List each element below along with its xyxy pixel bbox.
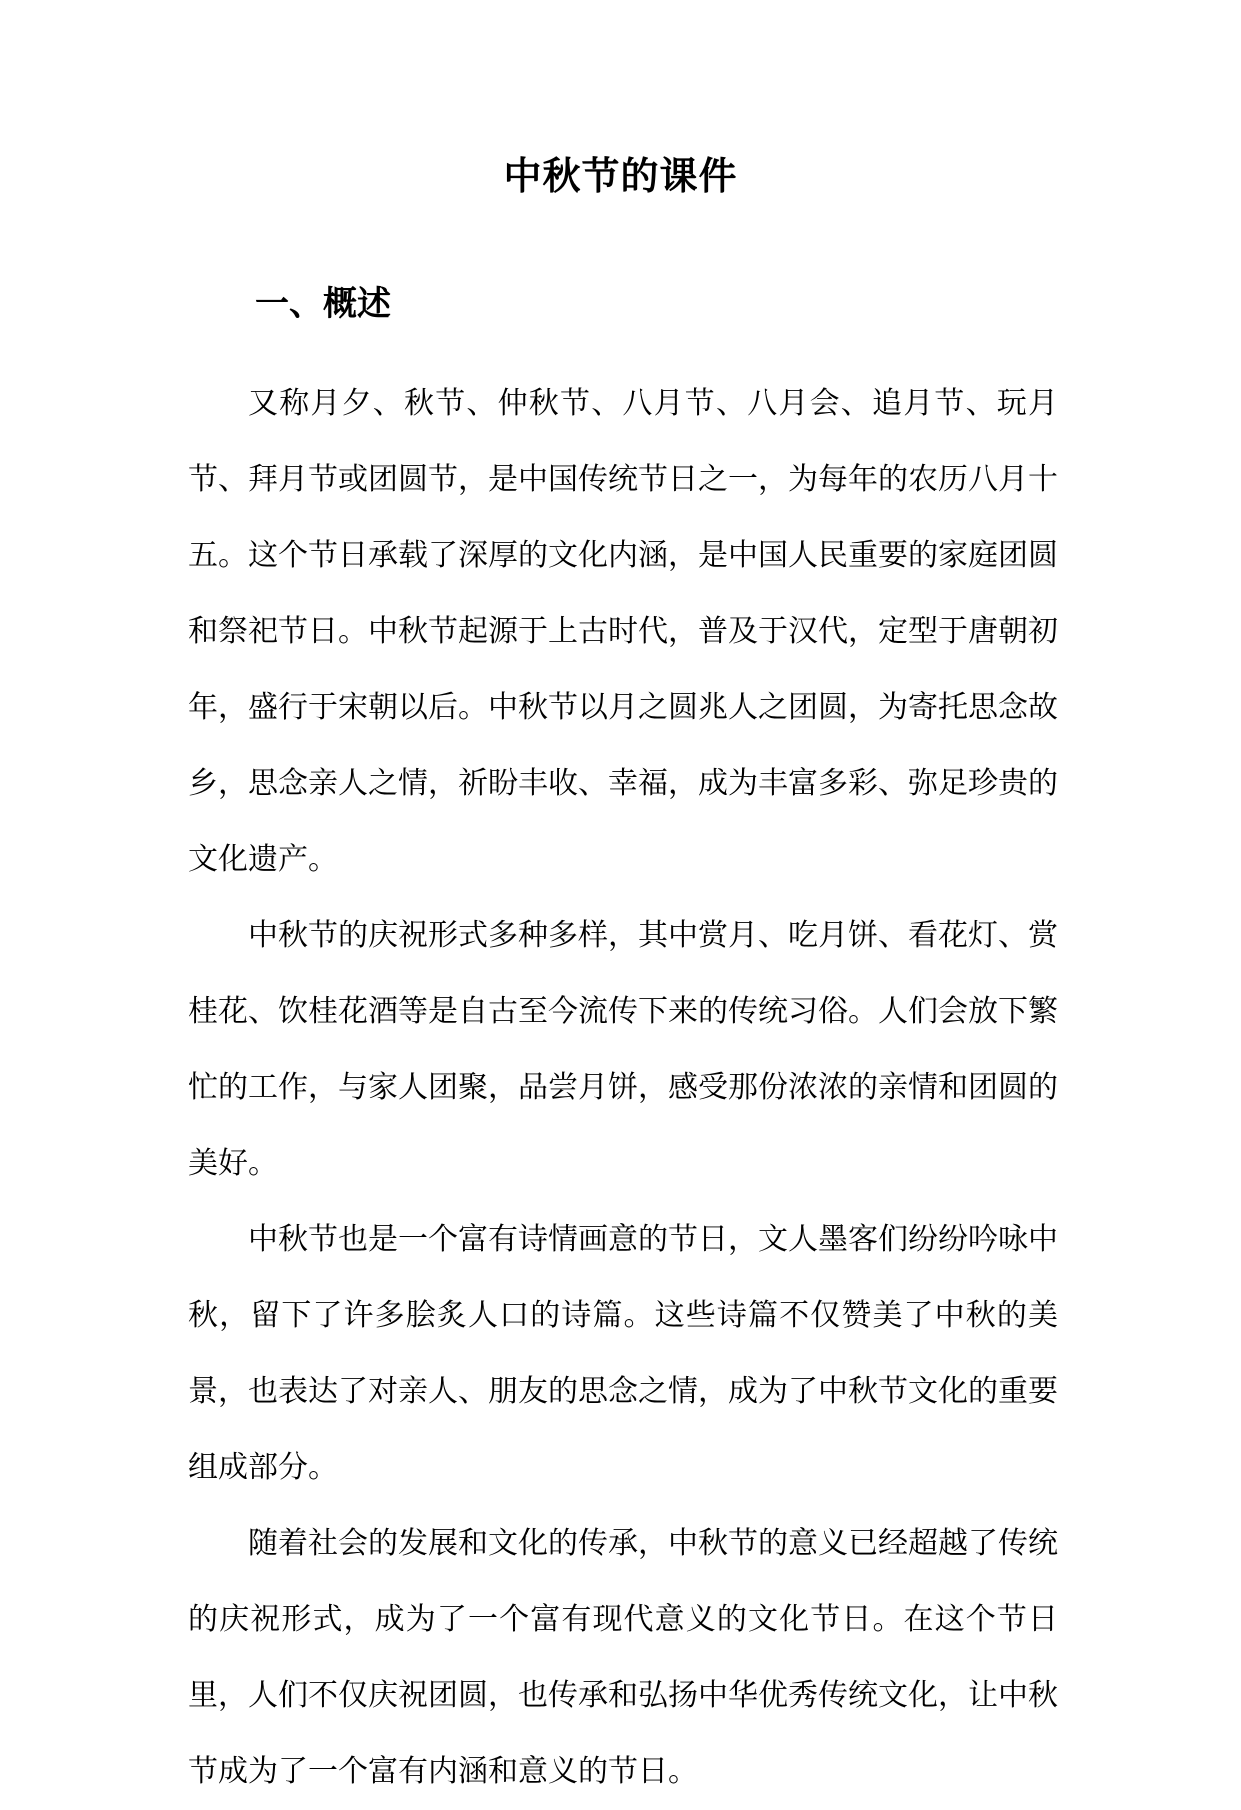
document-body <box>188 366 1058 1810</box>
paragraph: 中秋节也是一个富有诗情画意的节日，文人墨客们纷纷吟咏中秋，留下了许多脍炙人口的诗篇。这些诗篇不仅赞美了中秋的美景，也表达了对亲人、朋友的思念之情，成为了中秋节文化的重要组成部分。 <box>188 1222 1058 1485</box>
document-title: 中秋节的课件 <box>503 153 738 198</box>
paragraph: 中秋节的庆祝形式多种多样，其中赏月、吃月饼、看花灯、赏桂花、饮桂花酒等是自古至今流传下来的传统习俗。人们会放下繁忙的工作，与家人团聚，品尝月饼，感受那份浓浓的亲情和团圆的美好。 <box>188 918 1058 1181</box>
paragraph: 又称月夕、秋节、仲秋节、八月节、八月会、追月节、玩月节、拜月节或团圆节，是中国传统节日之一，为每年的农历八月十五。这个节日承载了深厚的文化内涵，是中国人民重要的家庭团圆和祭祀节日。中秋节起源于上古时代，普及于汉代，定型于唐朝初年，盛行于宋朝以后。中秋节以月之圆兆人之团圆，为寄托思念故乡，思念亲人之情，祈盼丰收、幸福，成为丰富多彩、弥足珍贵的文化遗产。 <box>188 386 1058 877</box>
paragraph: 随着社会的发展和文化的传承，中秋节的意义已经超越了传统的庆祝形式，成为了一个富有现代意义的文化节日。在这个节日里，人们不仅庆祝团圆，也传承和弘扬中华优秀传统文化，让中秋节成为了一个富有内涵和意义的节日。 <box>188 1526 1058 1789</box>
section-heading-overview: 一、概述 <box>255 284 391 324</box>
